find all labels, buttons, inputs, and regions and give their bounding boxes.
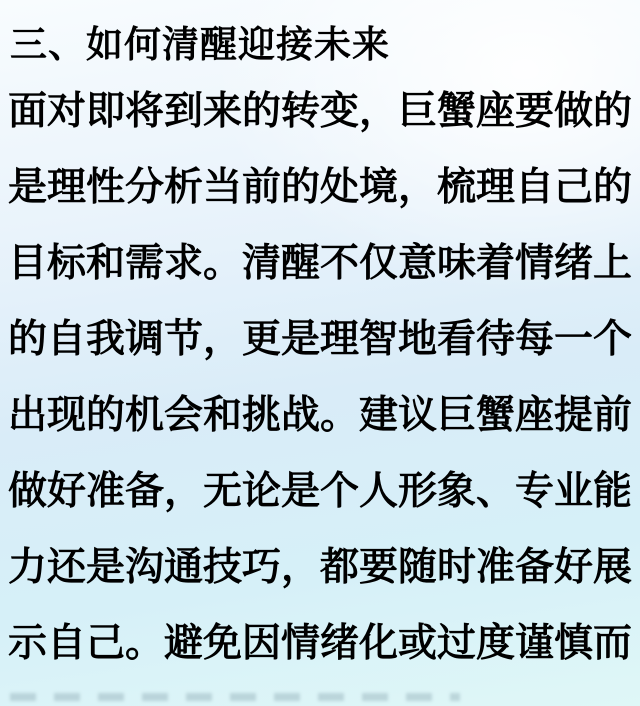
article-paragraph: [8, 74, 636, 682]
paragraph-line: 示自己。避免因情绪化或过度谨慎而: [8, 621, 633, 666]
paragraph-line: 目标和需求。清醒不仅意味着情绪上: [8, 241, 633, 286]
section-title: 三、如何清醒迎接未来: [10, 23, 390, 66]
paragraph-line: 出现的机会和挑战。建议巨蟹座提前: [8, 393, 633, 438]
paragraph-line: 是理性分析当前的处境，梳理自己的: [8, 165, 633, 210]
cutoff-next-line-remnant: [10, 693, 460, 701]
paragraph-line: 的自我调节，更是理智地看待每一个: [8, 317, 633, 362]
paragraph-line: 面对即将到来的转变，巨蟹座要做的: [8, 89, 633, 134]
paragraph-line: 做好准备，无论是个人形象、专业能: [8, 469, 633, 514]
paragraph-line: 力还是沟通技巧，都要随时准备好展: [8, 545, 633, 590]
